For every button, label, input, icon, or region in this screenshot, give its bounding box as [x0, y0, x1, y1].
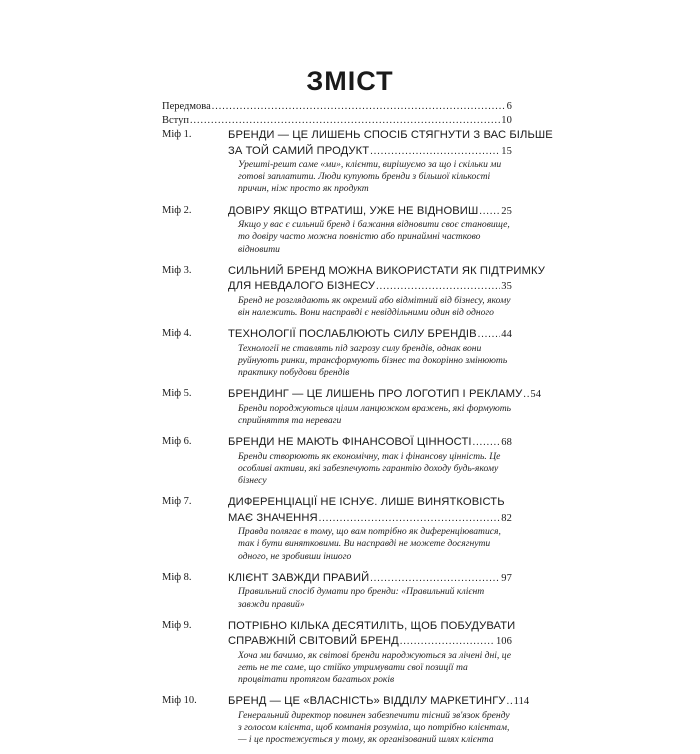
toc-entry [162, 619, 516, 687]
leader-dots [479, 204, 500, 220]
leader-dots [319, 511, 501, 527]
toc-entry-label: Міф 1. [162, 129, 192, 140]
toc-entry-label: Вступ [162, 115, 189, 126]
toc-entry-page: 114 [513, 696, 530, 708]
toc-entry-heading: ЗА ТОЙ САМИЙ ПРОДУКТ [228, 144, 370, 157]
table-of-contents [162, 100, 553, 754]
toc-entry-description: Правильний спосіб думати про бренди: «Правильний клієнт завжди правий» [238, 586, 485, 610]
toc-entry [162, 694, 530, 746]
toc-entry-page: 10 [501, 115, 512, 126]
toc-entry-heading: БРЕНДИ НЕ МАЮТЬ ФІНАНСОВОЇ ЦІННОСТІ [228, 436, 472, 449]
toc-entry [162, 114, 512, 128]
toc-entry [162, 327, 512, 379]
toc-entry-heading: ДОВІРУ ЯКЩО ВТРАТИШ, УЖЕ НЕ ВІДНОВИШ [228, 204, 479, 217]
toc-entry-heading: БРЕНД — ЦЕ «ВЛАСНІСТЬ» ВІДДІЛУ МАРКЕТИНГУ [228, 695, 506, 708]
toc-entry [162, 128, 553, 196]
leader-dots [523, 387, 529, 403]
toc-entry-label: Міф 7. [162, 496, 192, 508]
toc-entry-heading: МАЄ ЗНАЧЕННЯ [228, 511, 318, 524]
toc-entry-heading: СИЛЬНИЙ БРЕНД МОЖНА ВИКОРИСТАТИ ЯК ПІДТРИМКУ [228, 264, 545, 277]
toc-entry-description: Якщо у вас є сильний бренд і бажання відновити своє становище, то довіру часто можна повністю або принаймні частково відновити [238, 219, 510, 255]
toc-entry-label: Міф 2. [162, 204, 192, 216]
toc-entry-page: 97 [501, 572, 512, 584]
toc-entry-heading: ДИФЕРЕНЦІАЦІЇ НЕ ІСНУЄ. ЛИШЕ ВИНЯТКОВІСТЬ [228, 496, 505, 509]
toc-entry-label: Передмова [162, 101, 211, 112]
toc-entry-label: Міф 8. [162, 571, 192, 583]
toc-entry-description: Бренд не розглядають як окремий або відмітний від бізнесу, якому він належить. Вони насправді є невіддільними один від одного [238, 294, 511, 318]
toc-entry-page: 54 [530, 389, 542, 401]
toc-entry-heading: КЛІЄНТ ЗАВЖДИ ПРАВИЙ [228, 571, 370, 584]
toc-entry-description: Генеральний директор повинен забезпечити тісний зв'язок бренду з голосом клієнта, щоб компанія розуміла, що потрібно клієнтам,— і це простежується у тому, як організований шлях клієнта [238, 709, 510, 746]
toc-entry [162, 387, 542, 427]
page-title: ЗМІСТ [306, 66, 394, 96]
toc-entry-description: Правда полягає в тому, що вам потрібно як диференціюватися, так і бути винятковими. Ви насправді не можете досягнути одного, не зробивши іншого [238, 526, 501, 562]
toc-entry-page: 44 [501, 329, 512, 341]
toc-entry [162, 204, 512, 256]
toc-entry-label: Міф 4. [162, 328, 192, 340]
toc-entry-label: Міф 10. [162, 695, 197, 707]
leader-dots [370, 571, 500, 587]
toc-entry-heading: ПОТРІБНО КІЛЬКА ДЕСЯТИЛІТЬ, ЩОБ ПОБУДУВАТИ [228, 619, 516, 632]
toc-entry-page: 68 [501, 437, 512, 449]
toc-entry-label: Міф 6. [162, 436, 192, 448]
leader-dots [376, 279, 500, 295]
toc-entry-description: Бренди породжуються цілим ланцюжком вражень, які формують сприйняття та нереваги [238, 402, 512, 426]
leader-dots [478, 327, 501, 343]
toc-entry-page: 6 [506, 101, 512, 112]
leader-dots [370, 144, 500, 160]
toc-entry-page: 25 [501, 205, 512, 217]
leader-dots [190, 114, 500, 128]
toc-entry [162, 495, 512, 563]
toc-entry-page: 106 [495, 636, 512, 648]
toc-entry-heading: ТЕХНОЛОГІЇ ПОСЛАБЛЮЮТЬ СИЛУ БРЕНДІВ [228, 328, 477, 341]
toc-entry-label: Міф 9. [162, 619, 192, 631]
toc-entry-heading: ДЛЯ НЕВДАЛОГО БІЗНЕСУ [228, 280, 376, 293]
toc-entry-description: Технології не ставлять під загрозу силу брендів, однак вони руйнують ринки, трансформують бізнес та докорінно змінюють практику побудови брендів [238, 342, 508, 379]
toc-entry [162, 435, 512, 487]
leader-dots [507, 694, 513, 710]
toc-entry-description: Бренди створюють як економічну, так і фінансову цінність. Це особливі активи, які забезпечують гарантію доходу будь-якому бізнесу [238, 450, 501, 487]
toc-entry-label: Міф 5. [162, 388, 192, 400]
toc-entry [162, 571, 512, 611]
toc-entry-page: 35 [501, 281, 512, 293]
toc-entry-page: 82 [501, 512, 512, 524]
leader-dots [473, 435, 501, 451]
toc-entry-description: Урешті-решт саме «ми», клієнти, вирішуємо за що і скільки ми готові заплатити. Люди купують бренди з більшої кількості причин, ніж просто як продукт [238, 159, 502, 195]
toc-entry-heading: БРЕНДИНГ — ЦЕ ЛИШЕНЬ ПРО ЛОГОТИП І РЕКЛАМУ [228, 388, 523, 401]
leader-dots [400, 634, 495, 650]
leader-dots [212, 100, 506, 114]
toc-entry [162, 100, 512, 114]
toc-entry-heading: БРЕНДИ — ЦЕ ЛИШЕНЬ СПОСІБ СТЯГНУТИ З ВАС БІЛЬШЕ [228, 129, 553, 141]
toc-entry-page: 15 [501, 145, 512, 157]
toc-entry-heading: СПРАВЖНІЙ СВІТОВИЙ БРЕНД [228, 635, 399, 648]
toc-entry [162, 264, 545, 319]
toc-entry-label: Міф 3. [162, 264, 192, 276]
toc-entry-description: Хоча ми бачимо, як світові бренди народжуються за лічені дні, це геть не те саме, що стійко утримувати свої позиції та процвітати протягом багатьох років [238, 649, 512, 686]
